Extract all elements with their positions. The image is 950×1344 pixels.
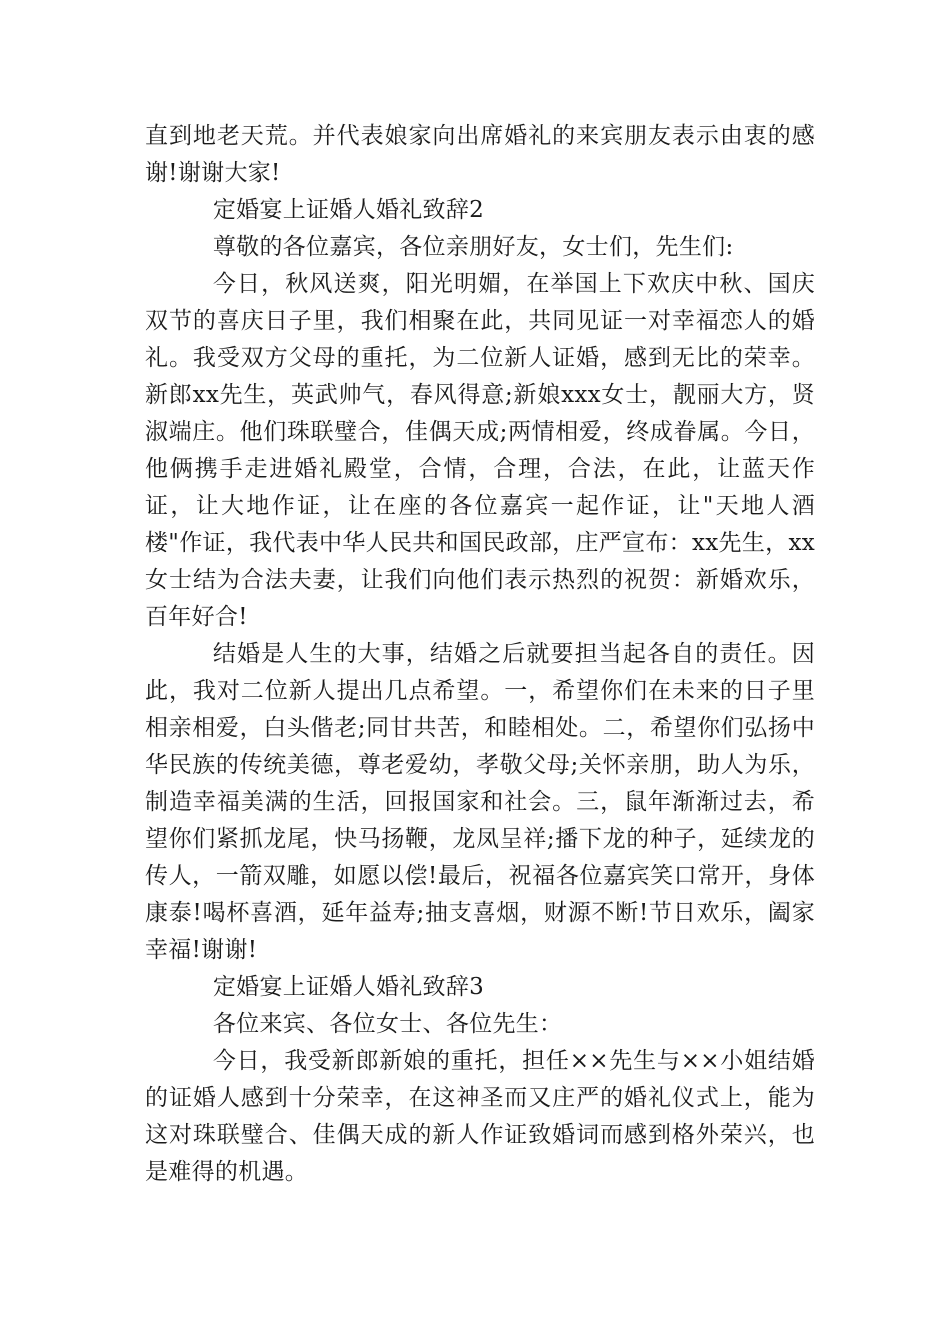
document-body bbox=[145, 118, 815, 1191]
paragraph-witness-intro: 今日，我受新郎新娘的重托，担任××先生与××小姐结婚的证婚人感到十分荣幸，在这神圣而又庄严的婚礼仪式上，能为这对珠联璧合、佳偶天成的新人作证致婚词而感到格外荣兴，也是难得的机遇。 bbox=[145, 1048, 815, 1185]
salutation-2: 尊敬的各位嘉宾，各位亲朋好友，女士们，先生们: bbox=[212, 234, 734, 260]
section-heading-2: 定婚宴上证婚人婚礼致辞2 bbox=[212, 197, 485, 223]
paragraph-closing-thanks: 直到地老天荒。并代表娘家向出席婚礼的来宾朋友表示由衷的感谢!谢谢大家! bbox=[145, 123, 815, 186]
paragraph-ceremony-announcement: 今日，秋风送爽，阳光明媚，在举国上下欢庆中秋、国庆双节的喜庆日子里，我们相聚在此，共同见证一对幸福恋人的婚礼。我受双方父母的重托，为二位新人证婚，感到无比的荣幸。新郎xx先生，英武帅气，春风得意;新娘xxx女士，靓丽大方，贤淑端庄。他们珠联璧合，佳偶天成;两情相爱，终成眷属。今日，他俩携手走进婚礼殿堂，合情，合理，合法，在此，让蓝天作证，让大地作证，让在座的各位嘉宾一起作证，让"天地人酒楼"作证，我代表中华人民共和国民政部，庄严宣布：xx先生，xx女士结为合法夫妻，让我们向他们表示热烈的祝贺：新婚欢乐，百年好合! bbox=[145, 271, 815, 630]
paragraph-wishes: 结婚是人生的大事，结婚之后就要担当起各自的责任。因此，我对二位新人提出几点希望。一，希望你们在未来的日子里相亲相爱，白头偕老;同甘共苦，和睦相处。二，希望你们弘扬中华民族的传统美德，尊老爱幼，孝敬父母;关怀亲朋，助人为乐，制造幸福美满的生活，回报国家和社会。三，鼠年渐渐过去，希望你们紧抓龙尾，快马扬鞭，龙凤呈祥;播下龙的种子，延续龙的传人，一箭双雕，如愿以偿!最后，祝福各位嘉宾笑口常开，身体康泰!喝杯喜酒，延年益寿;抽支喜烟，财源不断!节日欢乐，阖家幸福!谢谢! bbox=[145, 641, 815, 963]
salutation-3: 各位来宾、各位女士、各位先生： bbox=[212, 1011, 563, 1037]
section-heading-3: 定婚宴上证婚人婚礼致辞3 bbox=[212, 974, 485, 1000]
